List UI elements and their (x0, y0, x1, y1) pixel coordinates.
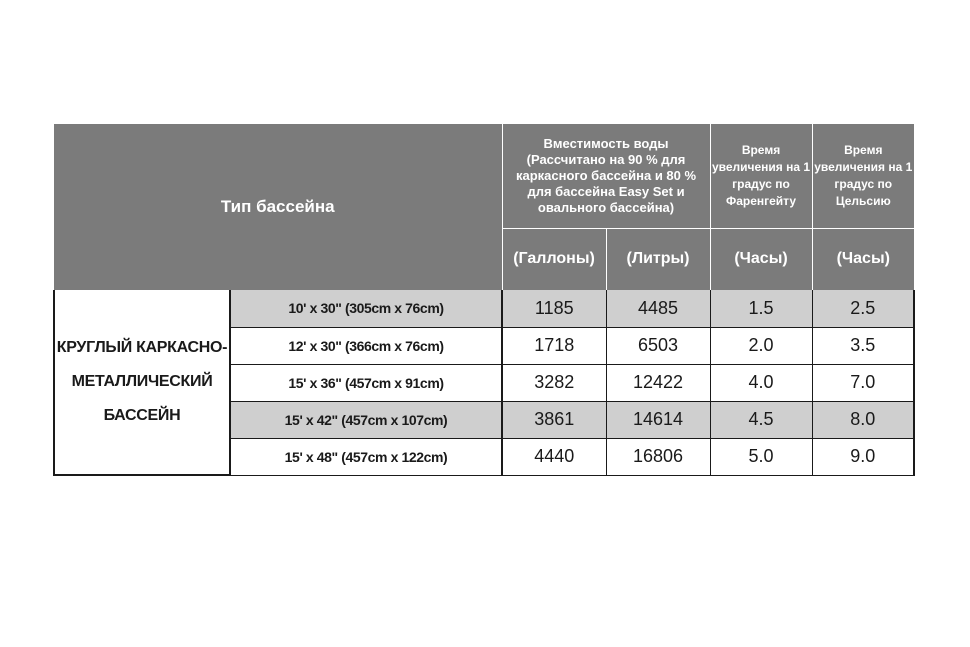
header-unit-hours-f: (Часы) (710, 228, 812, 290)
pool-size-cell: 15' x 36" (457cm x 91cm) (230, 364, 502, 401)
liters-cell: 4485 (606, 290, 710, 327)
gallons-cell: 4440 (502, 438, 606, 475)
hours-f-cell: 4.0 (710, 364, 812, 401)
header-unit-hours-c: (Часы) (812, 228, 914, 290)
liters-cell: 6503 (606, 327, 710, 364)
hours-c-cell: 7.0 (812, 364, 914, 401)
header-unit-gallons: (Галлоны) (502, 228, 606, 290)
header-pool-type: Тип бассейна (54, 124, 502, 290)
hours-c-cell: 3.5 (812, 327, 914, 364)
gallons-cell: 1185 (502, 290, 606, 327)
pool-size-cell: 15' x 48" (457cm x 122cm) (230, 438, 502, 475)
header-time-celsius: Время увеличения на 1 градус по Цельсию (812, 124, 914, 228)
hours-f-cell: 5.0 (710, 438, 812, 475)
table-row (54, 290, 914, 327)
gallons-cell: 3861 (502, 401, 606, 438)
header-water-capacity: Вместимость воды (Рассчитано на 90 % для каркасного бассейна и 80 % для бассейна Easy Set и овального бассейна) (502, 124, 710, 228)
gallons-cell: 3282 (502, 364, 606, 401)
header-time-fahrenheit: Время увеличения на 1 градус по Фаренгейту (710, 124, 812, 228)
hours-c-cell: 2.5 (812, 290, 914, 327)
liters-cell: 16806 (606, 438, 710, 475)
hours-f-cell: 1.5 (710, 290, 812, 327)
liters-cell: 12422 (606, 364, 710, 401)
gallons-cell: 1718 (502, 327, 606, 364)
pool-size-cell: 15' x 42" (457cm x 107cm) (230, 401, 502, 438)
header-unit-liters: (Литры) (606, 228, 710, 290)
pool-size-cell: 10' x 30" (305cm x 76cm) (230, 290, 502, 327)
pool-size-cell: 12' x 30" (366cm x 76cm) (230, 327, 502, 364)
liters-cell: 14614 (606, 401, 710, 438)
pool-spec-table (53, 124, 915, 476)
hours-f-cell: 2.0 (710, 327, 812, 364)
hours-c-cell: 9.0 (812, 438, 914, 475)
pool-group-label: КРУГЛЫЙ КАРКАСНО-МЕТАЛЛИЧЕСКИЙ БАССЕЙН (54, 290, 230, 475)
hours-c-cell: 8.0 (812, 401, 914, 438)
hours-f-cell: 4.5 (710, 401, 812, 438)
